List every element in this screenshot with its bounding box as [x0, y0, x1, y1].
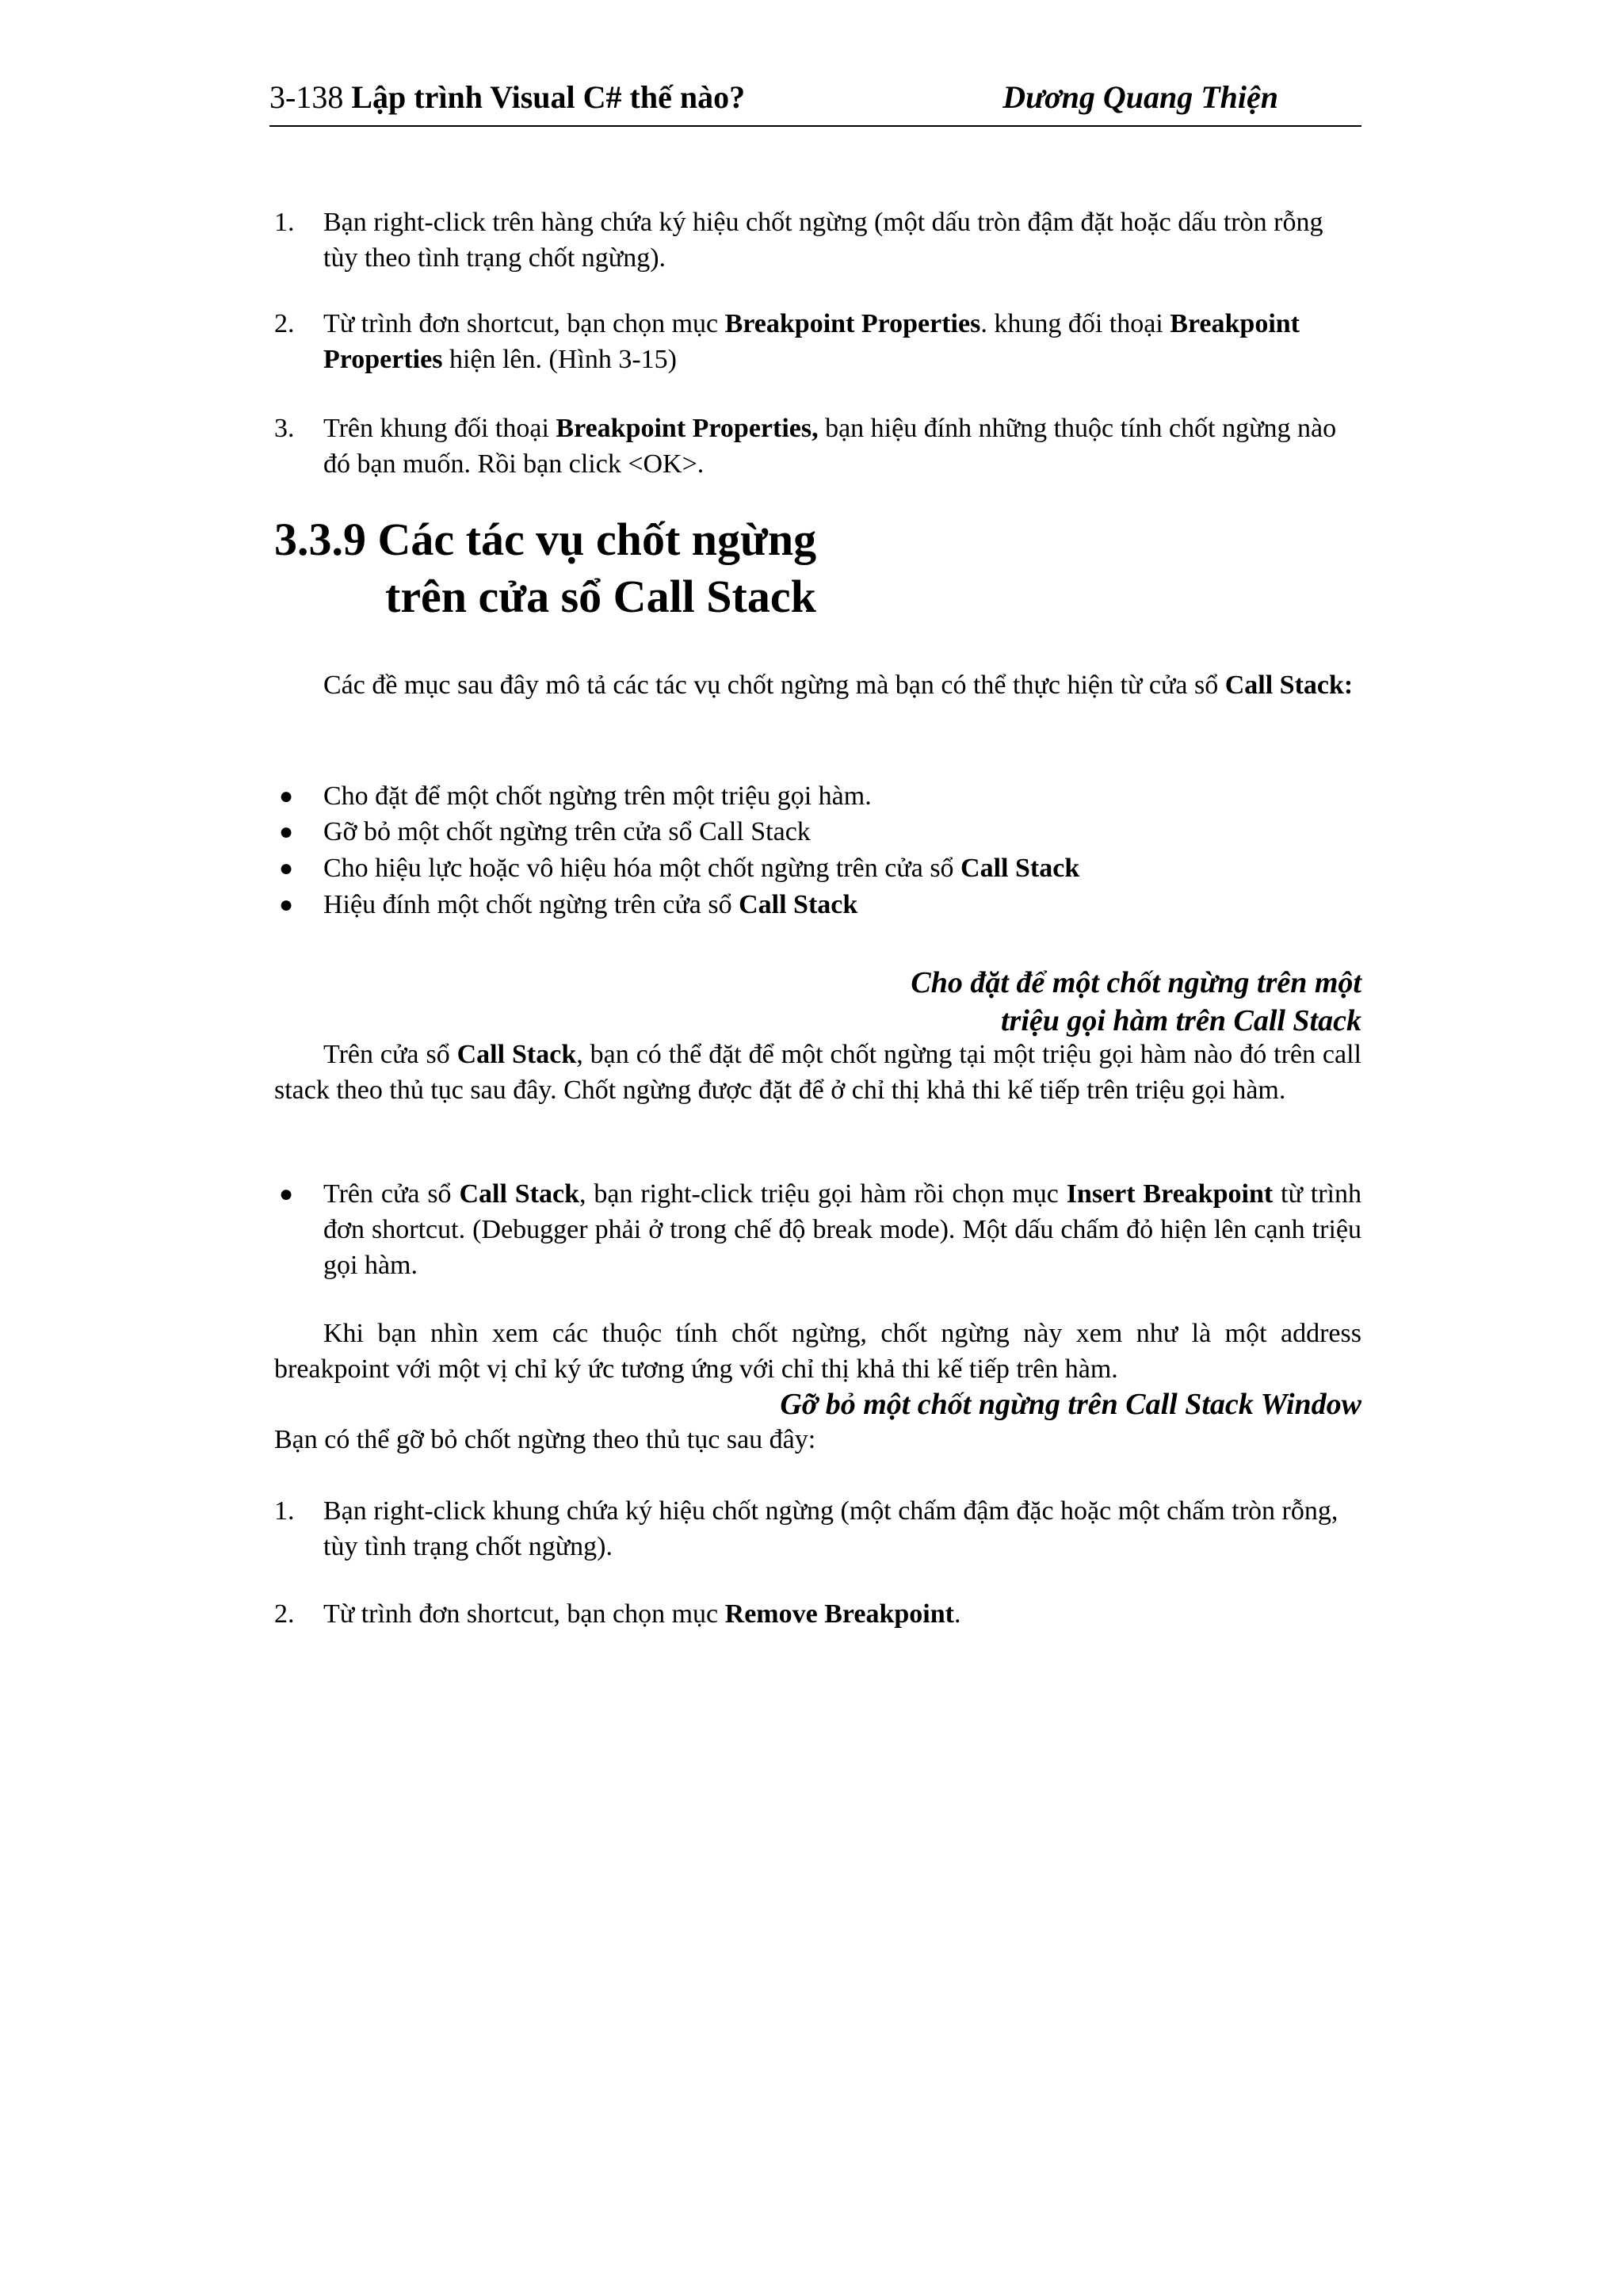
list-item: [274, 1493, 1361, 1564]
paragraph: Trên cửa sổ Call Stack, bạn có thể đặt để một chốt ngừng tại một triệu gọi hàm nào đó trên call stack theo thủ tục sau đây. Chốt ngừng được đặt để ở chỉ thị khả thi kế tiếp trên triệu gọi hàm.: [274, 1040, 1361, 1105]
bullet-icon: ●: [279, 892, 294, 918]
header-left: [269, 78, 745, 117]
item-text: Từ trình đơn shortcut, bạn chọn mục Breakpoint Properties. khung đối thoại Breakpoint Properties hiện lên. (Hình 3-15): [323, 309, 1300, 374]
item-number: 1.: [274, 1496, 295, 1526]
page-number: 3-138: [269, 79, 344, 115]
bullet-item: ● Gỡ bỏ một chốt ngừng trên cửa sổ Call Stack: [274, 814, 1361, 850]
item-text: Từ trình đơn shortcut, bạn chọn mục Remove Breakpoint.: [323, 1599, 961, 1629]
item-number: 3.: [274, 414, 295, 443]
item-text: Bạn right-click khung chứa ký hiệu chốt ngừng (một chấm đậm đặc hoặc một chấm tròn rỗng, tùy tình trạng chốt ngừng).: [323, 1496, 1338, 1561]
item-number: 1.: [274, 208, 295, 237]
item-text: Trên khung đối thoại Breakpoint Properties, bạn hiệu đính những thuộc tính chốt ngừng nào đó bạn muốn. Rồi bạn click <OK>.: [323, 414, 1337, 479]
subheading: Cho đặt để một chốt ngừng trên một triệu gọi hàm trên Call Stack: [911, 966, 1361, 1037]
subheading: Gỡ bỏ một chốt ngừng trên Call Stack Window: [780, 1388, 1361, 1421]
bullet-item: ● Trên cửa sổ Call Stack, bạn right-click triệu gọi hàm rồi chọn mục Insert Breakpoint từ trình đơn shortcut. (Debugger phải ở trong chế độ break mode). Một dấu chấm đỏ hiện lên cạnh triệu gọi hàm.: [274, 1176, 1361, 1283]
book-title: Lập trình Visual C# thế nào?: [351, 79, 746, 115]
item-number: 2.: [274, 1599, 295, 1629]
paragraph: Khi bạn nhìn xem các thuộc tính chốt ngừng, chốt ngừng này xem như là một address breakpoint với một vị chỉ ký ức tương ứng với chỉ thị khả thi kế tiếp trên hàm.: [274, 1319, 1361, 1384]
bullet-icon: ●: [279, 1181, 294, 1207]
item-number: 2.: [274, 309, 295, 338]
list-item: [274, 411, 1361, 482]
list-item: [274, 204, 1361, 276]
page-header: [269, 78, 1361, 127]
bullet-icon: ●: [279, 819, 294, 845]
paragraph: Bạn có thể gỡ bỏ chốt ngừng theo thủ tục sau đây:: [274, 1425, 816, 1454]
list-item: [274, 306, 1361, 377]
item-text: Bạn right-click trên hàng chứa ký hiệu chốt ngừng (một dấu tròn đậm đặt hoặc dấu tròn rỗng tùy theo tình trạng chốt ngừng).: [323, 208, 1323, 273]
bullet-icon: ●: [279, 855, 294, 881]
author-name: Dương Quang Thiện: [1002, 79, 1278, 115]
list-item: [274, 1596, 1361, 1632]
bullet-icon: ●: [279, 783, 294, 809]
section-title: 3.3.9 Các tác vụ chốt ngừng trên cửa sổ Call Stack: [274, 514, 817, 622]
bullet-item: ● Cho hiệu lực hoặc vô hiệu hóa một chốt ngừng trên cửa sổ Call Stack: [274, 850, 1361, 886]
bullet-item: ● Hiệu đính một chốt ngừng trên cửa sổ Call Stack: [274, 887, 1361, 923]
intro-paragraph: Các đề mục sau đây mô tả các tác vụ chốt ngừng mà bạn có thể thực hiện từ cửa sổ Call Stack:: [323, 670, 1354, 700]
bullet-item: ● Cho đặt để một chốt ngừng trên một triệu gọi hàm.: [274, 778, 1361, 814]
